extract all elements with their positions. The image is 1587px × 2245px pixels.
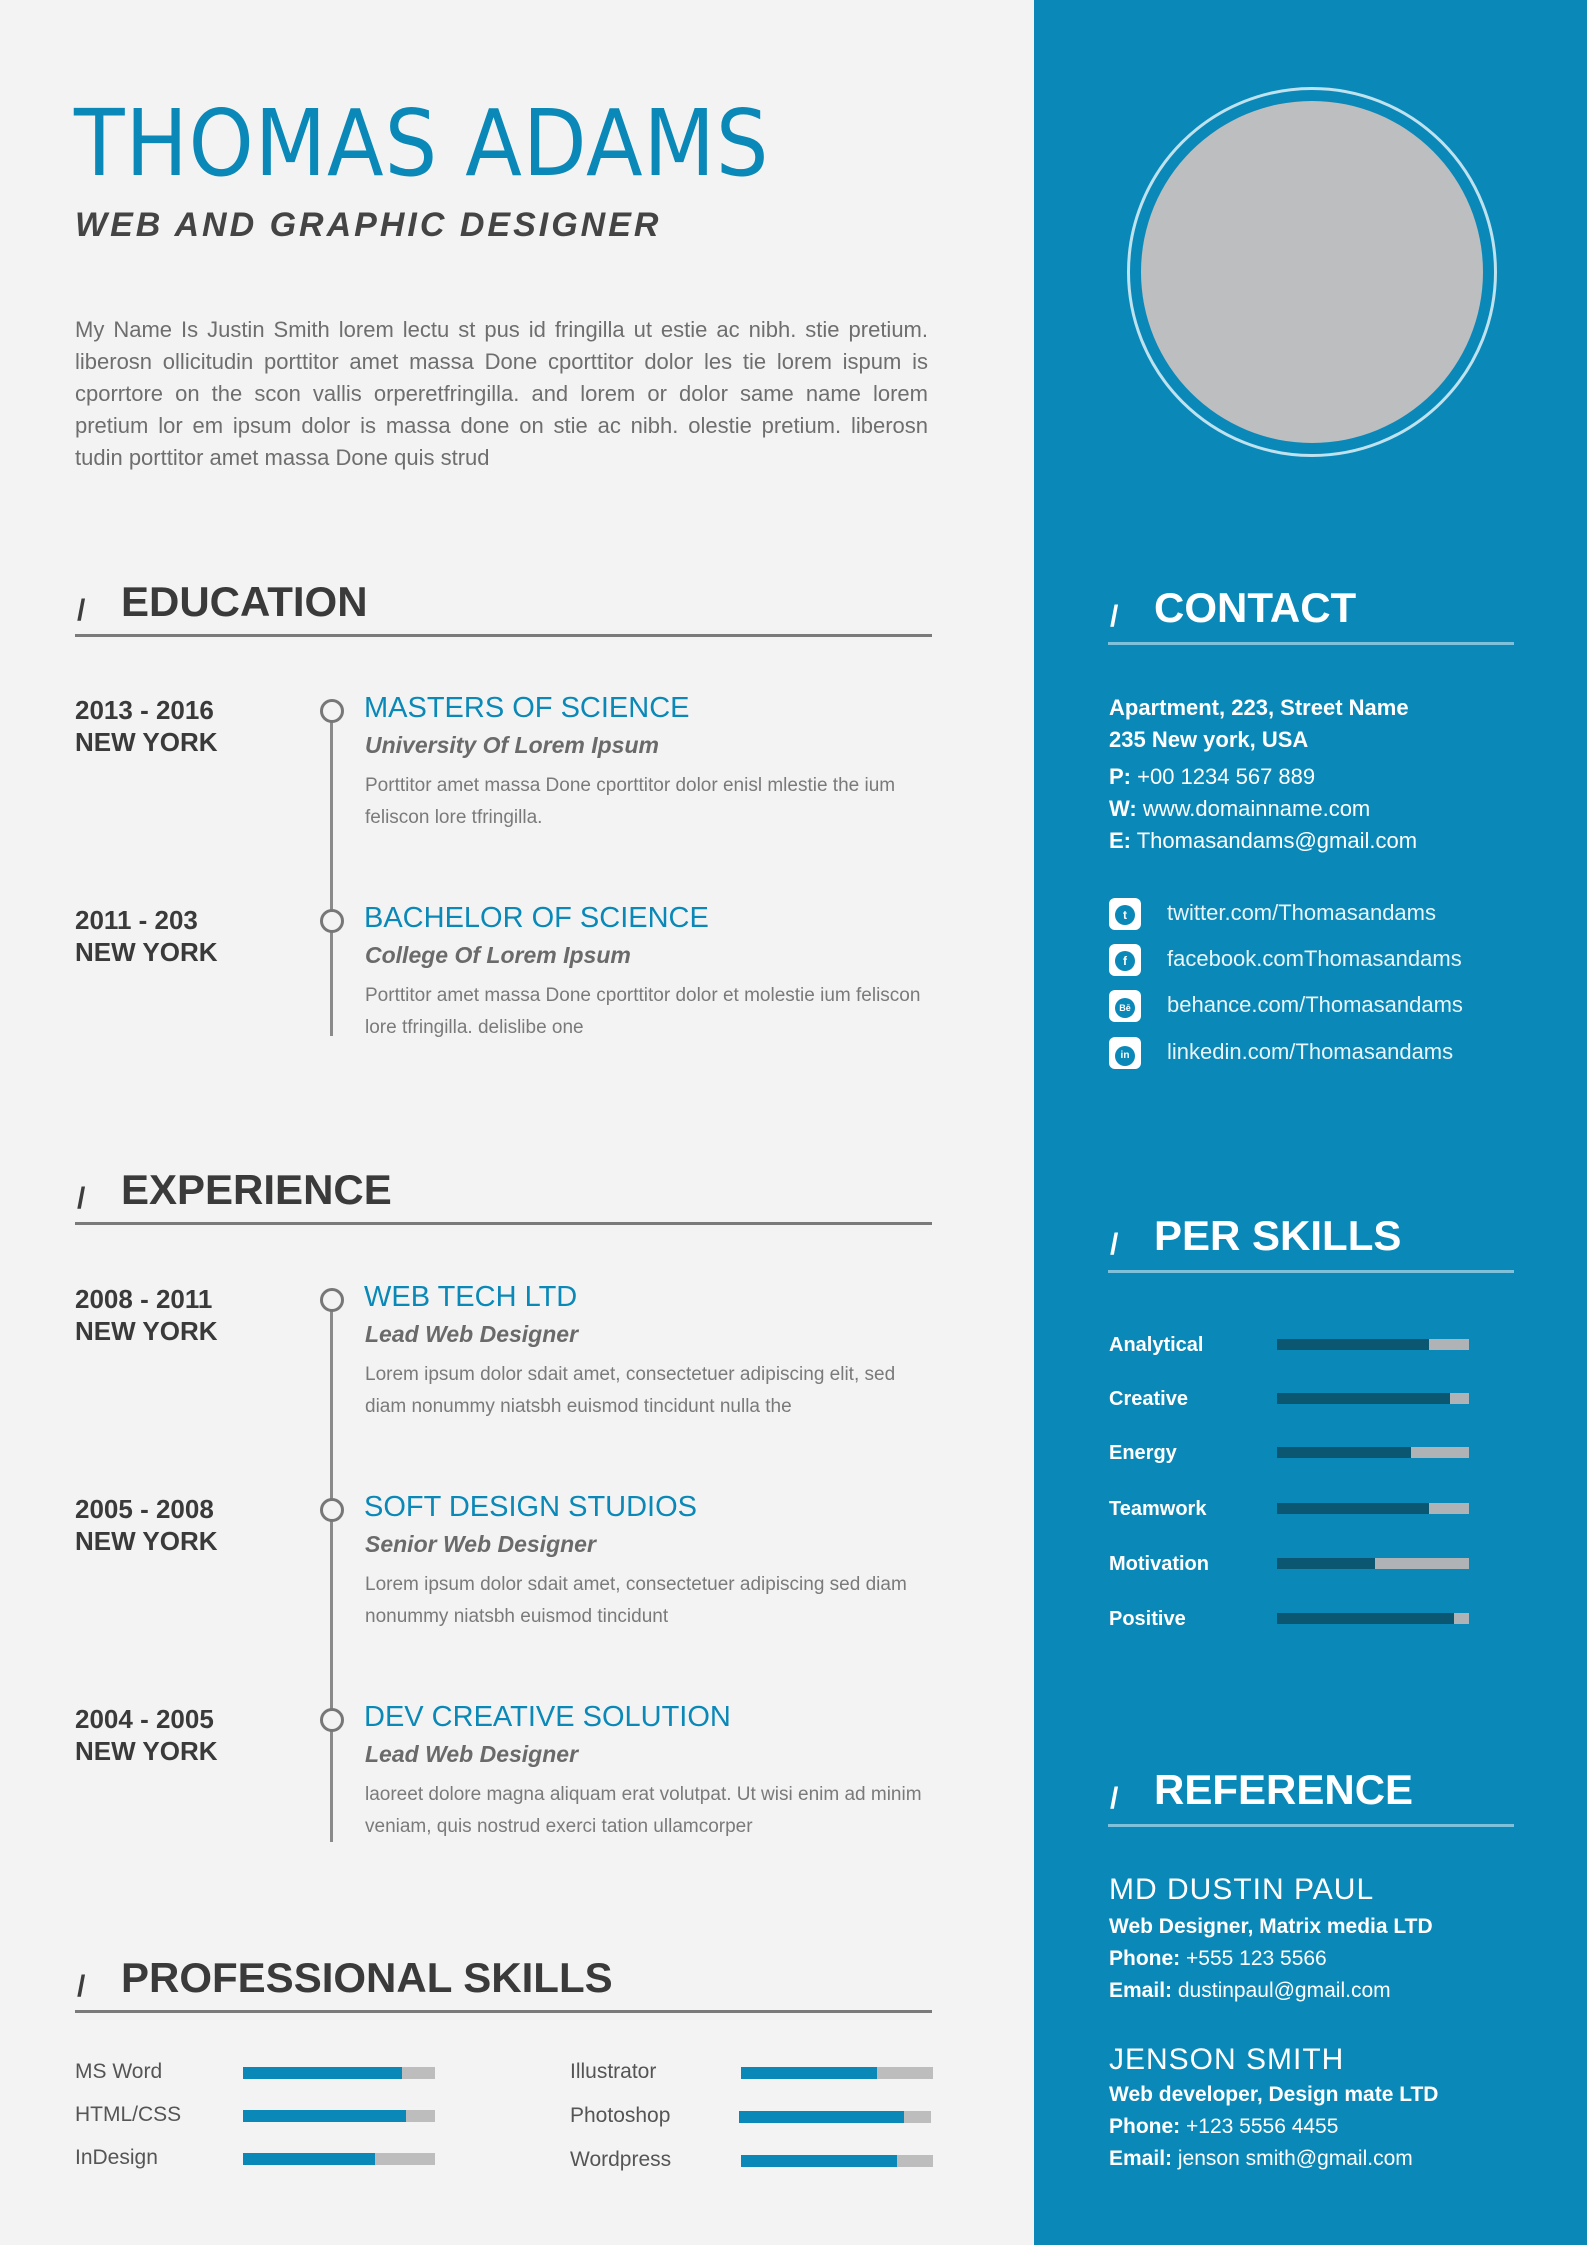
per-skill-fill: [1277, 1339, 1429, 1350]
entry-description: Lorem ipsum dolor sdait amet, consectetuer adipiscing sed diam nonummy niatsbh euismod tincidunt: [365, 1574, 907, 1627]
pro-skill-fill: [243, 2153, 375, 2165]
reference-phone: [1109, 2115, 1338, 2139]
pro-skill-label: Photoshop: [570, 2104, 671, 2127]
pro-skill-bar: [243, 2067, 435, 2079]
reference-header: [1108, 1764, 1514, 1827]
entry-title: WEB TECH LTD: [364, 1281, 578, 1313]
per-skill-bar: [1277, 1613, 1469, 1624]
entry-city: NEW YORK: [75, 937, 218, 967]
timeline-dot: [320, 1288, 344, 1312]
phone-label: Phone:: [1109, 1947, 1181, 1970]
per-skill-label: Motivation: [1109, 1553, 1209, 1575]
pro-skill-label: Illustrator: [570, 2060, 657, 2083]
phone-label: Phone:: [1109, 2115, 1181, 2138]
experience-title: EXPERIENCE: [121, 1166, 392, 1213]
pro-skill-label: InDesign: [75, 2146, 158, 2169]
per-skill-bar: [1277, 1503, 1469, 1514]
professional-skills-title: PROFESSIONAL SKILLS: [121, 1954, 613, 2001]
phone-value[interactable]: +123 5556 4455: [1186, 2115, 1339, 2138]
education-header: [75, 578, 932, 637]
reference-name: JENSON SMITH: [1109, 2043, 1345, 2076]
entry-title: MASTERS OF SCIENCE: [364, 692, 690, 724]
entry-description: laoreet dolore magna aliquam erat volutpat. Ut wisi enim ad minim veniam, quis nostrud exerci tation ullamcorper: [365, 1784, 922, 1837]
contact-title: CONTACT: [1154, 584, 1357, 631]
section-slash: /: [77, 1970, 86, 2003]
per-skill-label: Positive: [1109, 1608, 1186, 1630]
sidebar: [1034, 0, 1587, 2245]
per-skill-fill: [1277, 1393, 1450, 1404]
behance-glyph: Bē: [1115, 998, 1135, 1018]
timeline-dot: [320, 909, 344, 933]
entry-years: 2011 - 203: [75, 905, 198, 935]
entry-city: NEW YORK: [75, 727, 218, 757]
entry-description: Lorem ipsum dolor sdait amet, consectetuer adipiscing elit, sed diam nonummy niatsbh euismod tincidunt nulla the: [365, 1364, 896, 1417]
twitter-glyph: t: [1115, 905, 1135, 925]
per-skills-title: PER SKILLS: [1154, 1212, 1402, 1259]
social-facebook[interactable]: [1109, 944, 1579, 978]
twitter-icon: [1109, 898, 1141, 930]
per-skill-label: Teamwork: [1109, 1498, 1207, 1520]
pro-skill-label: Wordpress: [570, 2148, 672, 2171]
section-slash: /: [1110, 1228, 1119, 1261]
per-skill-fill: [1277, 1558, 1375, 1569]
reference-phone: [1109, 1947, 1327, 1971]
social-link[interactable]: behance.com/Thomasandams: [1167, 992, 1463, 1017]
per-skill-fill: [1277, 1503, 1429, 1514]
timeline-dot: [320, 1498, 344, 1522]
professional-skills-header: [75, 1954, 932, 2013]
pro-skill-fill: [741, 2155, 897, 2167]
address-line-1: Apartment, 223, Street Name: [1109, 695, 1409, 720]
per-skills-header: [1108, 1210, 1514, 1273]
section-slash: /: [77, 594, 86, 627]
facebook-icon: [1109, 944, 1141, 976]
pro-skill-label: HTML/CSS: [75, 2103, 182, 2126]
web-label: W:: [1109, 796, 1137, 821]
pro-skill-bar: [243, 2153, 435, 2165]
education-title: EDUCATION: [121, 578, 368, 625]
pro-skill-fill: [739, 2111, 904, 2123]
avatar: [1141, 101, 1483, 443]
per-skill-label: Creative: [1109, 1388, 1188, 1410]
email-value[interactable]: jenson smith@gmail.com: [1177, 2147, 1413, 2170]
entry-subtitle: College Of Lorem Ipsum: [365, 942, 631, 968]
email-label: E:: [1109, 828, 1131, 853]
reference-role: Web developer, Design mate LTD: [1109, 2083, 1439, 2106]
entry-city: NEW YORK: [75, 1526, 218, 1556]
per-skill-bar: [1277, 1558, 1469, 1569]
reference-email: [1109, 1979, 1391, 2003]
candidate-role: WEB AND GRAPHIC DESIGNER: [75, 206, 662, 244]
reference-email: [1109, 2147, 1413, 2171]
social-link[interactable]: facebook.comThomasandams: [1167, 946, 1462, 971]
linkedin-icon: [1109, 1037, 1141, 1069]
pro-skill-fill: [243, 2110, 406, 2122]
email-value[interactable]: Thomasandams@gmail.com: [1136, 828, 1418, 853]
email-value[interactable]: dustinpaul@gmail.com: [1177, 1979, 1391, 2002]
pro-skill-bar: [739, 2111, 931, 2123]
social-behance[interactable]: [1109, 990, 1579, 1024]
web-value[interactable]: www.domainname.com: [1142, 796, 1371, 821]
experience-header: [75, 1166, 932, 1225]
entry-years: 2008 - 2011: [75, 1284, 213, 1314]
entry-subtitle: Lead Web Designer: [365, 1741, 579, 1767]
email-label: Email:: [1109, 2147, 1173, 2170]
timeline-dot: [320, 699, 344, 723]
section-slash: /: [1110, 600, 1119, 633]
entry-subtitle: Lead Web Designer: [365, 1321, 579, 1347]
address-line-2: 235 New york, USA: [1109, 727, 1309, 752]
reference-role: Web Designer, Matrix media LTD: [1109, 1915, 1433, 1938]
about-paragraph: My Name Is Justin Smith lorem lectu st pus id fringilla ut estie ac nibh. stie pretium. liberosn ollicitudin porttitor amet massa Done cporttitor dolor les tie lorem ispum is cporrtore on the scon vallis orperetfringilla. and lorem or dolor same name lorem pretium lor em ipsum dolor is massa done on stie ac nibh. olestie pretium. liberosn tudin porttitor amet massa Done quis strud: [75, 317, 928, 470]
phone-label: P:: [1109, 764, 1131, 789]
social-linkedin[interactable]: [1109, 1037, 1579, 1071]
candidate-name: THOMAS ADAMS: [74, 90, 770, 197]
entry-years: 2013 - 2016: [75, 695, 214, 725]
per-skill-fill: [1277, 1447, 1411, 1458]
experience-timeline: [330, 1300, 333, 1842]
contact-web: [1109, 796, 1370, 822]
entry-city: NEW YORK: [75, 1736, 218, 1766]
per-skill-label: Analytical: [1109, 1334, 1204, 1356]
pro-skill-fill: [741, 2067, 877, 2079]
social-link[interactable]: linkedin.com/Thomasandams: [1167, 1039, 1454, 1064]
facebook-glyph: f: [1115, 951, 1135, 971]
per-skill-bar: [1277, 1393, 1469, 1404]
reference-title: REFERENCE: [1154, 1766, 1414, 1813]
linkedin-glyph: in: [1115, 1046, 1135, 1066]
entry-description: Porttitor amet massa Done cporttitor dolor et molestie ium feliscon lore tfringilla. delislibe one: [365, 985, 921, 1038]
entry-subtitle: Senior Web Designer: [365, 1531, 596, 1557]
per-skill-bar: [1277, 1339, 1469, 1350]
per-skill-fill: [1277, 1613, 1454, 1624]
education-timeline: [330, 712, 333, 1036]
contact-phone: [1109, 764, 1315, 790]
entry-title: SOFT DESIGN STUDIOS: [364, 1491, 698, 1523]
reference-name: MD DUSTIN PAUL: [1109, 1873, 1375, 1906]
phone-value[interactable]: +00 1234 567 889: [1137, 764, 1316, 789]
pro-skill-bar: [741, 2067, 933, 2079]
email-label: Email:: [1109, 1979, 1173, 2002]
section-slash: /: [1110, 1782, 1119, 1815]
contact-email: [1109, 828, 1417, 854]
social-link[interactable]: twitter.com/Thomasandams: [1167, 900, 1436, 925]
timeline-dot: [320, 1708, 344, 1732]
entry-years: 2005 - 2008: [75, 1494, 214, 1524]
pro-skill-bar: [243, 2110, 435, 2122]
entry-city: NEW YORK: [75, 1316, 218, 1346]
entry-description: Porttitor amet massa Done cporttitor dolor enisl mlestie the ium feliscon lore tfringilla.: [365, 775, 896, 828]
entry-title: BACHELOR OF SCIENCE: [364, 902, 709, 934]
entry-years: 2004 - 2005: [75, 1704, 214, 1734]
contact-header: [1108, 582, 1514, 645]
entry-title: DEV CREATIVE SOLUTION: [364, 1701, 731, 1733]
social-twitter[interactable]: [1109, 898, 1579, 932]
pro-skill-bar: [741, 2155, 933, 2167]
per-skill-bar: [1277, 1447, 1469, 1458]
phone-value[interactable]: +555 123 5566: [1186, 1947, 1327, 1970]
behance-icon: [1109, 990, 1141, 1022]
entry-subtitle: University Of Lorem Ipsum: [365, 732, 659, 758]
per-skill-label: Energy: [1109, 1442, 1177, 1464]
section-slash: /: [77, 1182, 86, 1215]
pro-skill-label: MS Word: [75, 2060, 163, 2083]
pro-skill-fill: [243, 2067, 402, 2079]
